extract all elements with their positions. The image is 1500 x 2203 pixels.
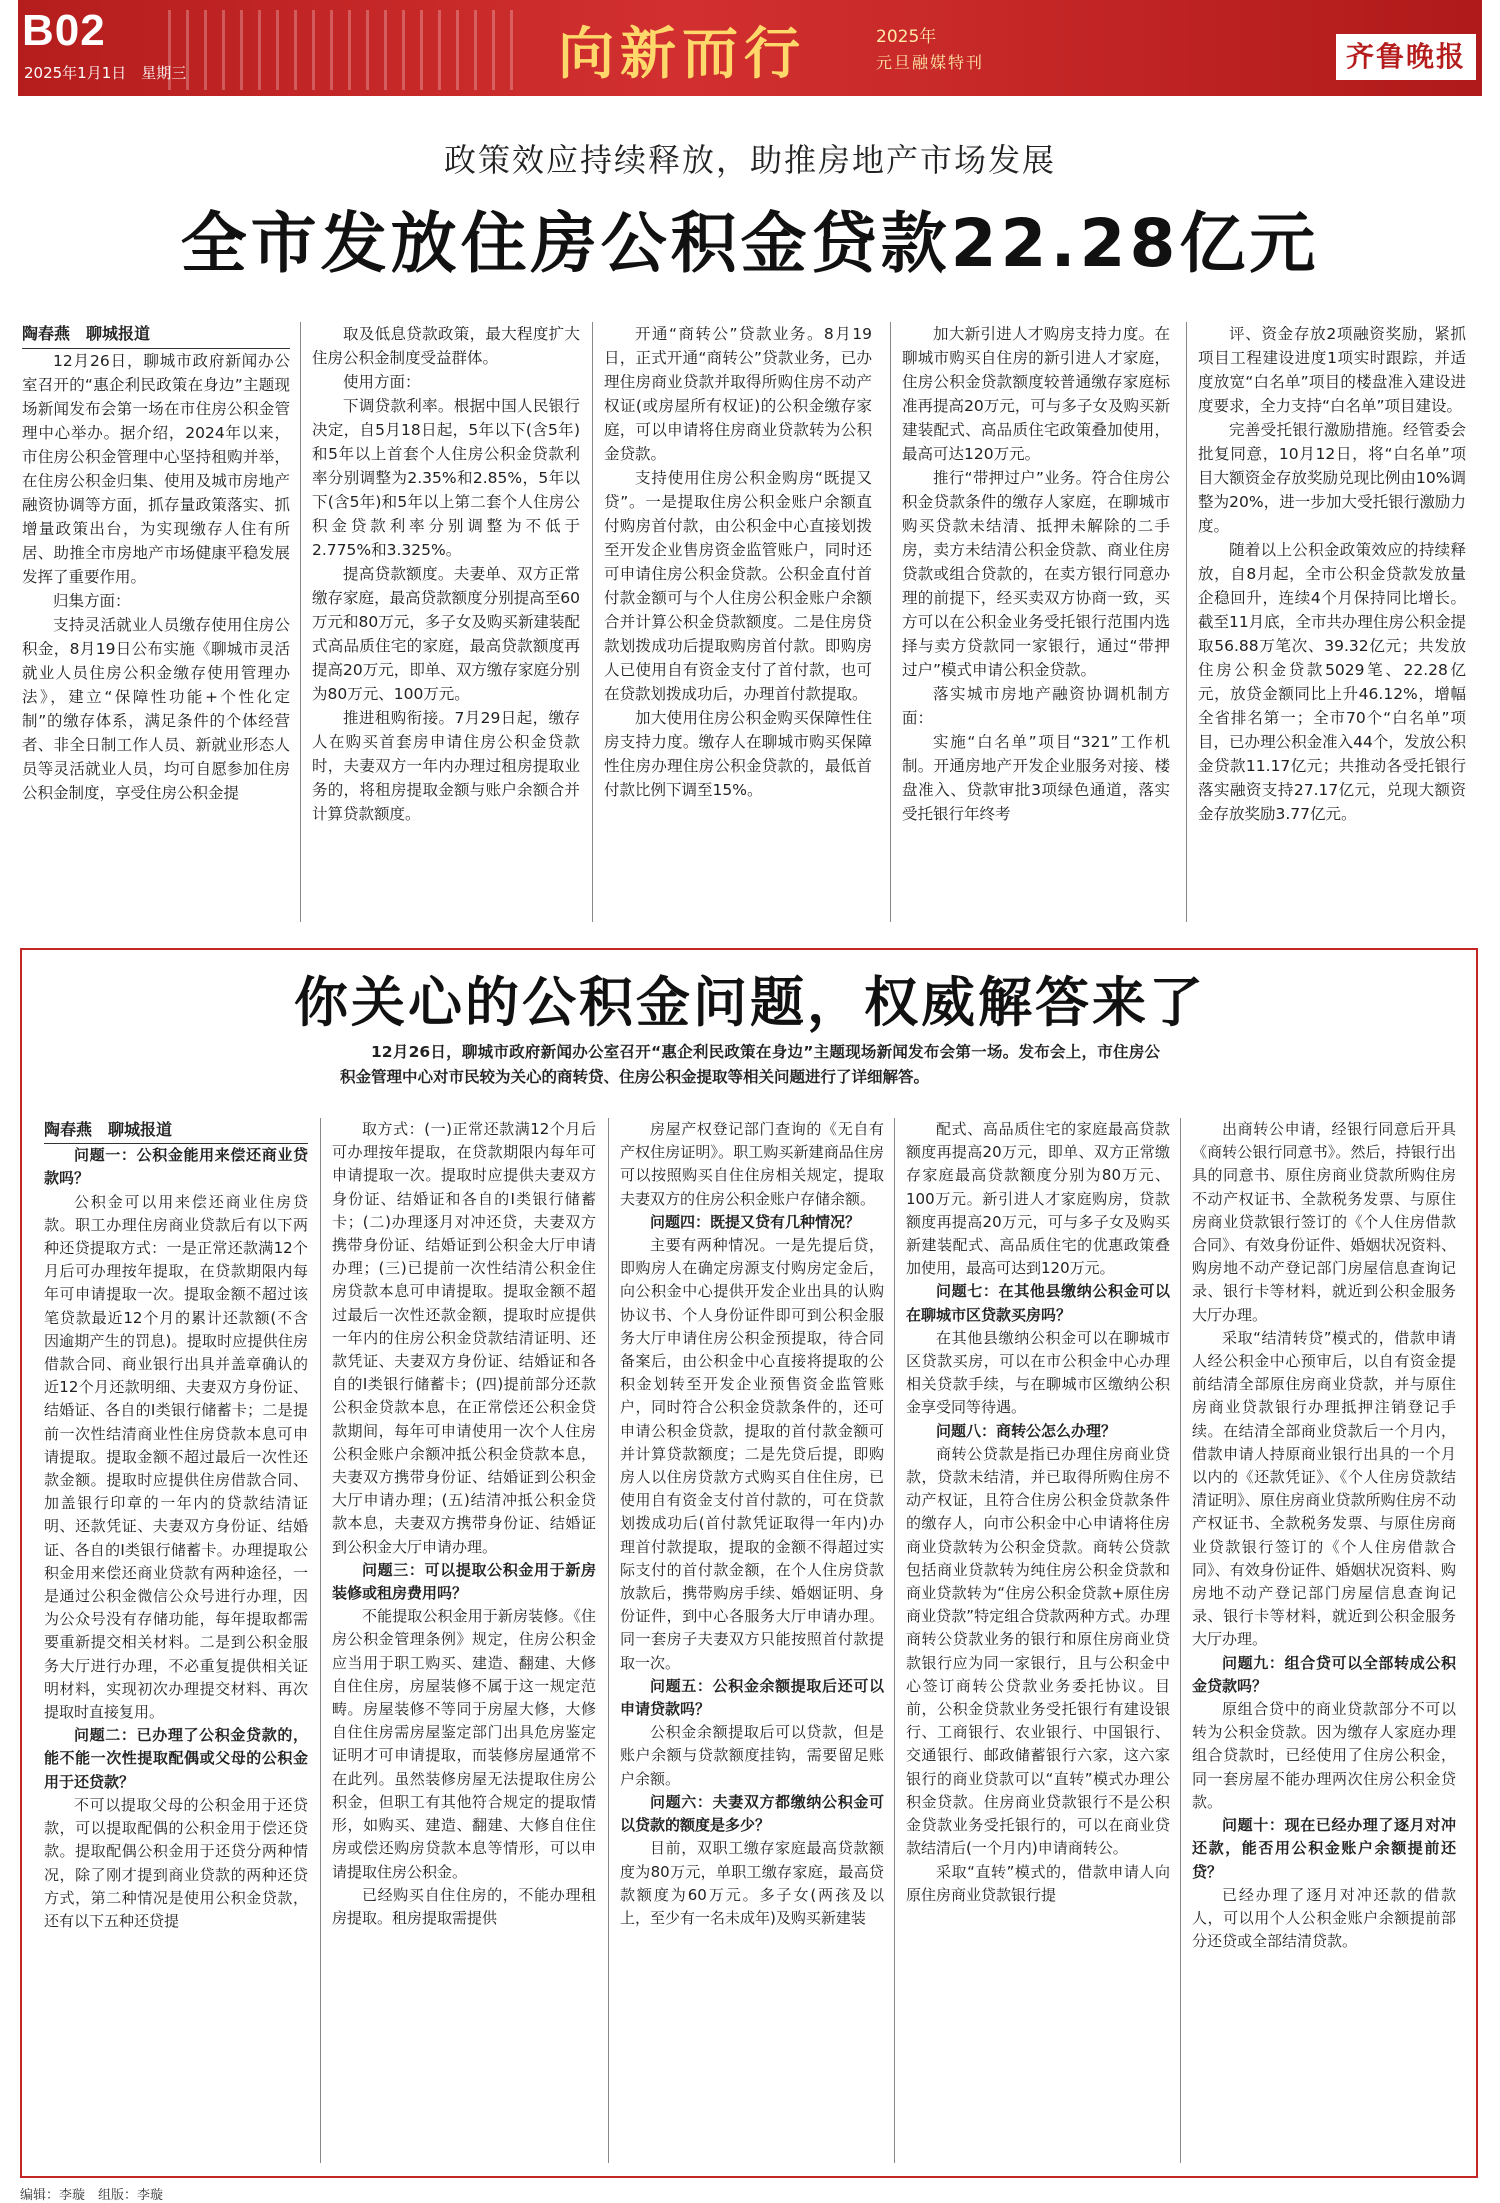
- answer-paragraph: 已经办理了逐月对冲还款的借款人，可以用个人公积金账户余额提前部分还贷或全部结清贷款。: [1192, 1885, 1456, 1951]
- story1-byline: 陶春燕 聊城报道: [22, 322, 290, 349]
- answer-paragraph: 已经购买自住住房的，不能办理租房提取。租房提取需提供: [332, 1885, 596, 1927]
- story1-paragraph: 实施“白名单”项目“321”工作机制。开通房地产开发企业服务对接、楼盘准入、贷款审批3项绿色通道，落实受托银行年终考: [902, 733, 1170, 823]
- page-number: B02: [22, 6, 106, 55]
- column-divider: [592, 322, 593, 922]
- masthead: [18, 0, 1482, 96]
- story1-paragraph: 落实城市房地产融资协调机制方面：: [902, 685, 1170, 727]
- story1-paragraph: 取及低息贷款政策，最大程度扩大住房公积金制度受益群体。: [312, 325, 580, 367]
- column-divider: [1186, 322, 1187, 922]
- story2-column-5: [1192, 1118, 1456, 1953]
- answer-paragraph: 原组合贷中的商业贷款部分不可以转为公积金贷款。因为缴存人家庭办理组合贷款时，已经使用了住房公积金，同一套房屋不能办理两次住房公积金贷款。: [1192, 1700, 1456, 1811]
- answer-paragraph: 不能提取公积金用于新房装修。《住房公积金管理条例》规定，住房公积金应当用于职工购买、建造、翻建、大修自住住房，房屋装修不属于这一规定范畴。房屋装修不等同于房屋大修，大修自住住房需房屋鉴定部门出具危房鉴定证明才可申请提取，而装修房屋通常不在此列。虽然装修房屋无法提取住房公积金，但职工有其他符合规定的提取情形，如购买、建造、翻建、大修自住住房或偿还购房贷款本息等情形，可以申请提取住房公积金。: [332, 1607, 596, 1881]
- story1-paragraph: 支持使用住房公积金购房“既提又贷”。一是提取住房公积金账户余额直付购房首付款，由公积金中心直接划拨至开发企业售房资金监管账户，同时还可申请住房公积金贷款。公积金直付首付款金额可与个人住房公积金账户余额合并计算公积金贷款额度。二是住房贷款划拨成功后提取购房首付款。即购房人已使用自有资金支付了首付款，也可在贷款划拨成功后，办理首付款提取。: [604, 469, 872, 703]
- question-heading: 问题七：在其他县缴纳公积金可以在聊城市区贷款买房吗？: [906, 1282, 1170, 1324]
- story1-paragraph: 提高贷款额度。夫妻单、双方正常缴存家庭，最高贷款额度分别提高至60万元和80万元，多子女及购买新建装配式高品质住宅的家庭，最高贷款额度再提高20万元，即单、双方缴存家庭分别为80万元、100万元。: [312, 565, 580, 703]
- answer-paragraph: 目前，双职工缴存家庭最高贷款额度为80万元，单职工缴存家庭，最高贷款额度为60万元。多子女(两孩及以上，至少有一名未成年)及购买新建装: [620, 1839, 884, 1927]
- story1-column-4: [902, 322, 1170, 826]
- newspaper-logo: 齐鲁晚报: [1336, 34, 1476, 80]
- answer-paragraph: 不可以提取父母的公积金用于还贷款，可以提取配偶的公积金用于偿还贷款。提取配偶公积金用于还贷分两种情况，除了刚才提到商业贷款的两种还贷方式，第二种情况是使用公积金贷款，还有以下五种还贷提: [44, 1795, 308, 1930]
- column-divider: [608, 1118, 609, 2163]
- answer-paragraph: 公积金可以用来偿还商业住房贷款。职工办理住房商业贷款后有以下两种还贷提取方式：一是正常还款满12个月后可办理按年提取，在贷款期限内每年可申请提取一次。提取金额不超过该笔贷款最近12个月的累计还款额(不含因逾期产生的罚息)。提取时应提供住房借款合同、商业银行出具并盖章确认的近12个月还款明细、夫妻双方身份证、结婚证、各自的Ⅰ类银行储蓄卡；二是提前一次性结清商业性住房贷款本息可申请提取。提取金额不超过最后一次性还款金额。提取时应提供住房借款合同、加盖银行印章的一年内的贷款结清证明、还款凭证、夫妻双方身份证、结婚证、各自的Ⅰ类银行储蓄卡。办理提取公积金用来偿还商业贷款有两种途径，一是通过公积金微信公众号进行办理，因为公众号没有存储功能，每年提取都需要重新提交相关材料。二是到公积金服务大厅进行办理，不必重复提供相关证明材料，实现初次办理提交材料、再次提取时直接复用。: [44, 1192, 308, 1722]
- story1-column-2: [312, 322, 580, 826]
- question-heading: 问题三：可以提取公积金用于新房装修或租房费用吗？: [332, 1560, 596, 1603]
- question-heading: 问题十：现在已经办理了逐月对冲还款，能否用公积金账户余额提前还贷？: [1192, 1816, 1456, 1881]
- story2-column-3: [620, 1118, 884, 1930]
- answer-paragraph: 出商转公申请，经银行同意后开具《商转公银行同意书》。然后，持银行出具的同意书、原住房商业贷款所购住房不动产权证书、全款税务发票、与原住房商业贷款银行签订的《个人住房借款合同》、有效身份证件、婚姻状况资料、购房地不动产登记部门房屋信息查询记录、银行卡等材料，就近到公积金服务大厅办理。: [1192, 1120, 1456, 1324]
- column-divider: [300, 322, 301, 922]
- story1-paragraph: 归集方面：: [53, 592, 131, 610]
- story1-column-1: [22, 322, 290, 805]
- answer-paragraph: 配式、高品质住宅的家庭最高贷款额度再提高20万元，即单、双方正常缴存家庭最高贷款额度分别为80万元、100万元。新引进人才家庭购房，贷款额度再提高20万元，可与多子女及购买新建装配式、高品质住宅的优惠政策叠加使用，最高可达到120万元。: [906, 1120, 1170, 1278]
- story1-paragraph: 12月26日，聊城市政府新闻办公室召开的“惠企利民政策在身边”主题现场新闻发布会第一场在市住房公积金管理中心举办。据介绍，2024年以来，市住房公积金管理中心坚持租购并举，在住房公积金归集、使用及城市房地产融资协调等方面，抓存量政策落实、抓增量政策出台，为实现缴存人住有所居、助推全市房地产市场健康平稳发展发挥了重要作用。: [22, 352, 290, 586]
- question-heading: 问题九：组合贷可以全部转成公积金贷款吗？: [1192, 1653, 1456, 1695]
- story1-paragraph: 随着以上公积金政策效应的持续释放，自8月起，全市公积金贷款发放量企稳回升，连续4个月保持同比增长。截至11月底，全市共办理住房公积金提取56.88万笔次、39.32亿元；共发放住房公积金贷款5029笔、22.28亿元，放贷金额同比上升46.12%，增幅全省排名第一；全市70个“白名单”项目，已办理公积金准入44个，发放公积金贷款11.17亿元；共推动各受托银行落实融资支持27.17亿元，兑现大额资金存放奖励3.77亿元。: [1198, 541, 1466, 823]
- story2-headline: 你关心的公积金问题，权威解答来了: [294, 971, 1206, 1034]
- answer-paragraph: 在其他县缴纳公积金可以在聊城市区贷款买房，可以在市公积金中心办理相关贷款手续，与在聊城市区缴纳公积金享受同等待遇。: [906, 1328, 1170, 1417]
- story2-column-4: [906, 1118, 1170, 1907]
- answer-paragraph: 商转公贷款是指已办理住房商业贷款，贷款未结清，并已取得所购住房不动产权证，且符合住房公积金贷款条件的缴存人，向市公积金中心申请将住房商业贷款转为公积金贷款。商转公贷款包括商业贷款转为纯住房公积金贷款和商业贷款转为“住房公积金贷款+原住房商业贷款”特定组合贷款两种方式。办理商转公贷款业务的银行和原住房商业贷款银行应为同一家银行，且与公积金中心签订商转公贷款业务委托协议。目前，公积金贷款业务受托银行有建设银行、工商银行、农业银行、中国银行、交通银行、邮政储蓄银行六家，这六家银行的商业贷款可以“直转”模式办理公积金贷款。住房商业贷款银行不是公积金贷款业务受托银行的，可以在商业贷款结清后(一个月内)申请商转公。: [906, 1444, 1170, 1858]
- column-subtitle-year: 2025年: [876, 27, 937, 47]
- column-title: 向新而行: [558, 21, 806, 87]
- story1-kicker: 政策效应持续释放，助推房地产市场发展: [443, 141, 1056, 179]
- issue-date: 2025年1月1日 星期三: [24, 64, 187, 82]
- question-heading: 问题六：夫妻双方都缴纳公积金可以贷款的额度是多少？: [620, 1792, 884, 1835]
- answer-paragraph: 主要有两种情况。一是先提后贷，即购房人在确定房源支付购房定金后，向公积金中心提供开发企业出具的认购协议书、个人身份证件即可到公积金服务大厅申请住房公积金预提取，待合同备案后，由公积金中心直接将提取的公积金划转至开发企业预售资金监管账户，同时符合公积金贷款条件的，还可申请公积金贷款，提取的首付款金额可并计算贷款额度；二是先贷后提，即购房人以住房贷款方式购买自住住房，已使用自有资金支付首付款的，可在贷款划拨成功后(首付款凭证取得一年内)办理首付款提取，提取的金额不得超过实际支付的首付款金额，在个人住房贷款放款后，携带购房手续、婚姻证明、身份证件，到中心各服务大厅申请办理。同一套房子夫妻双方只能按照首付款提取一次。: [620, 1236, 884, 1672]
- story2-column-2: [332, 1118, 596, 1930]
- story1-paragraph: 开通“商转公”贷款业务。8月19日，正式开通“商转公”贷款业务，已办理住房商业贷款并取得所购住房不动产权证(或房屋所有权证)的公积金缴存家庭，可以申请将住房商业贷款转为公积金贷款。: [604, 325, 872, 463]
- question-heading: 问题四：既提又贷有几种情况？: [650, 1212, 861, 1231]
- story1-paragraph: 加大使用住房公积金购买保障性住房支持力度。缴存人在聊城市购买保障性住房办理住房公积金贷款的，最低首付款比例下调至15%。: [604, 709, 872, 799]
- column-divider: [894, 1118, 895, 2163]
- answer-paragraph: 公积金余额提取后可以贷款，但是账户余额与贷款额度挂钩，需要留足账户余额。: [620, 1723, 884, 1788]
- answer-paragraph: 取方式：(一)正常还款满12个月后可办理按年提取，在贷款期限内每年可申请提取一次。提取时应提供夫妻双方身份证、结婚证和各自的Ⅰ类银行储蓄卡；(二)办理逐月对冲还贷，夫妻双方携带身份证、结婚证到公积金大厅申请办理；(三)已提前一次性结清公积金住房贷款本息可申请提取。提取金额不超过最后一次性还款金额，提取时应提供一年内的住房公积金贷款结清证明、还款凭证、夫妻双方身份证、结婚证和各自的Ⅰ类银行储蓄卡；(四)提前部分还款公积金贷款本息，在正常偿还公积金贷款期间，每年可申请使用一次个人住房公积金账户余额冲抵公积金贷款本息，夫妻双方携带身份证、结婚证到公积金大厅申请办理；(五)结清冲抵公积金贷款本息，夫妻双方携带身份证、结婚证到公积金大厅申请办理。: [332, 1120, 596, 1556]
- answer-paragraph: 房屋产权登记部门查询的《无自有产权住房证明》。职工购买新建商品住房可以按照购买自住住房相关规定，提取夫妻双方的住房公积金账户存储余额。: [620, 1120, 884, 1208]
- story1-paragraph: 推行“带押过户”业务。符合住房公积金贷款条件的缴存人家庭，在聊城市购买贷款未结清、抵押未解除的二手房，卖方未结清公积金贷款、商业住房贷款或组合贷款的，在卖方银行同意办理的前提下，经买卖双方协商一致，买方可以在公积金业务受托银行范围内选择与卖方贷款同一家银行，通过“带押过户”模式申请公积金贷款。: [902, 469, 1170, 679]
- column-divider: [320, 1118, 321, 2163]
- story2-lead: 12月26日，聊城市政府新闻办公室召开“惠企利民政策在身边”主题现场新闻发布会第一场。发布会上，市住房公积金管理中心对市民较为关心的商转贷、住房公积金提取等相关问题进行了详细解答。: [340, 1043, 1160, 1086]
- page-footer: 编辑：李璇 组版：李璇: [20, 2188, 164, 2203]
- answer-paragraph: 采取“结清转贷”模式的，借款申请人经公积金中心预审后，以自有资金提前结清全部原住房商业贷款，并与原住房商业贷款银行办理抵押注销登记手续。在结清全部商业贷款后一个月内，借款申请人持原商业银行出具的一个月以内的《还款凭证》、《个人住房贷款结清证明》、原住房商业贷款所购住房不动产权证书、全款税务发票、与原住房商业贷款银行签订的《个人住房借款合同》、有效身份证件、婚姻状况资料、购房地不动产登记部门房屋信息查询记录、银行卡等材料，就近到公积金服务大厅办理。: [1192, 1328, 1456, 1649]
- question-heading: 问题一：公积金能用来偿还商业贷款吗？: [44, 1146, 308, 1188]
- story1-paragraph: 加大新引进人才购房支持力度。在聊城市购买自住房的新引进人才家庭，住房公积金贷款额度较普通缴存家庭标准再提高20万元，可与多子女及购买新建装配式、高品质住宅政策叠加使用，最高可达120万元。: [902, 325, 1170, 463]
- story1-paragraph: 完善受托银行激励措施。经管委会批复同意，10月12日，将“白名单”项目大额资金存放奖励兑现比例由10%调整为20%，进一步加大受托银行激励力度。: [1198, 421, 1466, 535]
- story1-column-5: [1198, 322, 1466, 826]
- story1-paragraph: 支持灵活就业人员缴存使用住房公积金，8月19日公布实施《聊城市灵活就业人员住房公积金缴存使用管理办法》，建立“保障性功能+个性化定制”的缴存体系，满足条件的个体经营者、非全日制工作人员、新就业形态人员等灵活就业人员，均可自愿参加住房公积金制度，享受住房公积金提: [22, 616, 290, 802]
- answer-paragraph: 采取“直转”模式的，借款申请人向原住房商业贷款银行提: [906, 1862, 1170, 1904]
- story1-paragraph: 使用方面：: [343, 373, 421, 391]
- column-subtitle-edition: 元旦融媒特刊: [876, 53, 985, 72]
- story1-paragraph: 推进租购衔接。7月29日起，缴存人在购买首套房申请住房公积金贷款时，夫妻双方一年内办理过租房提取业务的，将租房提取金额与账户余额合并计算贷款额度。: [312, 709, 580, 823]
- story1-headline: 全市发放住房公积金贷款22.28亿元: [180, 205, 1320, 282]
- story1-column-3: [604, 322, 872, 802]
- column-divider: [890, 322, 891, 922]
- story1-paragraph: 下调贷款利率。根据中国人民银行决定，自5月18日起，5年以下(含5年)和5年以上首套个人住房公积金贷款利率分别调整为2.35%和2.85%，5年以下(含5年)和5年以上第二套个人住房公积金贷款利率分别调整为不低于2.775%和3.325%。: [312, 397, 580, 559]
- story2-column-1: [44, 1118, 308, 1933]
- column-divider: [1180, 1118, 1181, 2163]
- question-heading: 问题八：商转公怎么办理？: [936, 1421, 1117, 1440]
- question-heading: 问题二：已办理了公积金贷款的，能不能一次性提取配偶或父母的公积金用于还贷款？: [44, 1726, 308, 1791]
- question-heading: 问题五：公积金余额提取后还可以申请贷款吗？: [620, 1676, 884, 1719]
- skyline-decoration: [168, 10, 528, 90]
- story2-byline: 陶春燕 聊城报道: [44, 1118, 308, 1144]
- story1-paragraph: 评、资金存放2项融资奖励，紧抓项目工程建设进度1项实时跟踪，并适度放宽“白名单”项目的楼盘准入建设进度要求，全力支持“白名单”项目建设。: [1198, 325, 1466, 415]
